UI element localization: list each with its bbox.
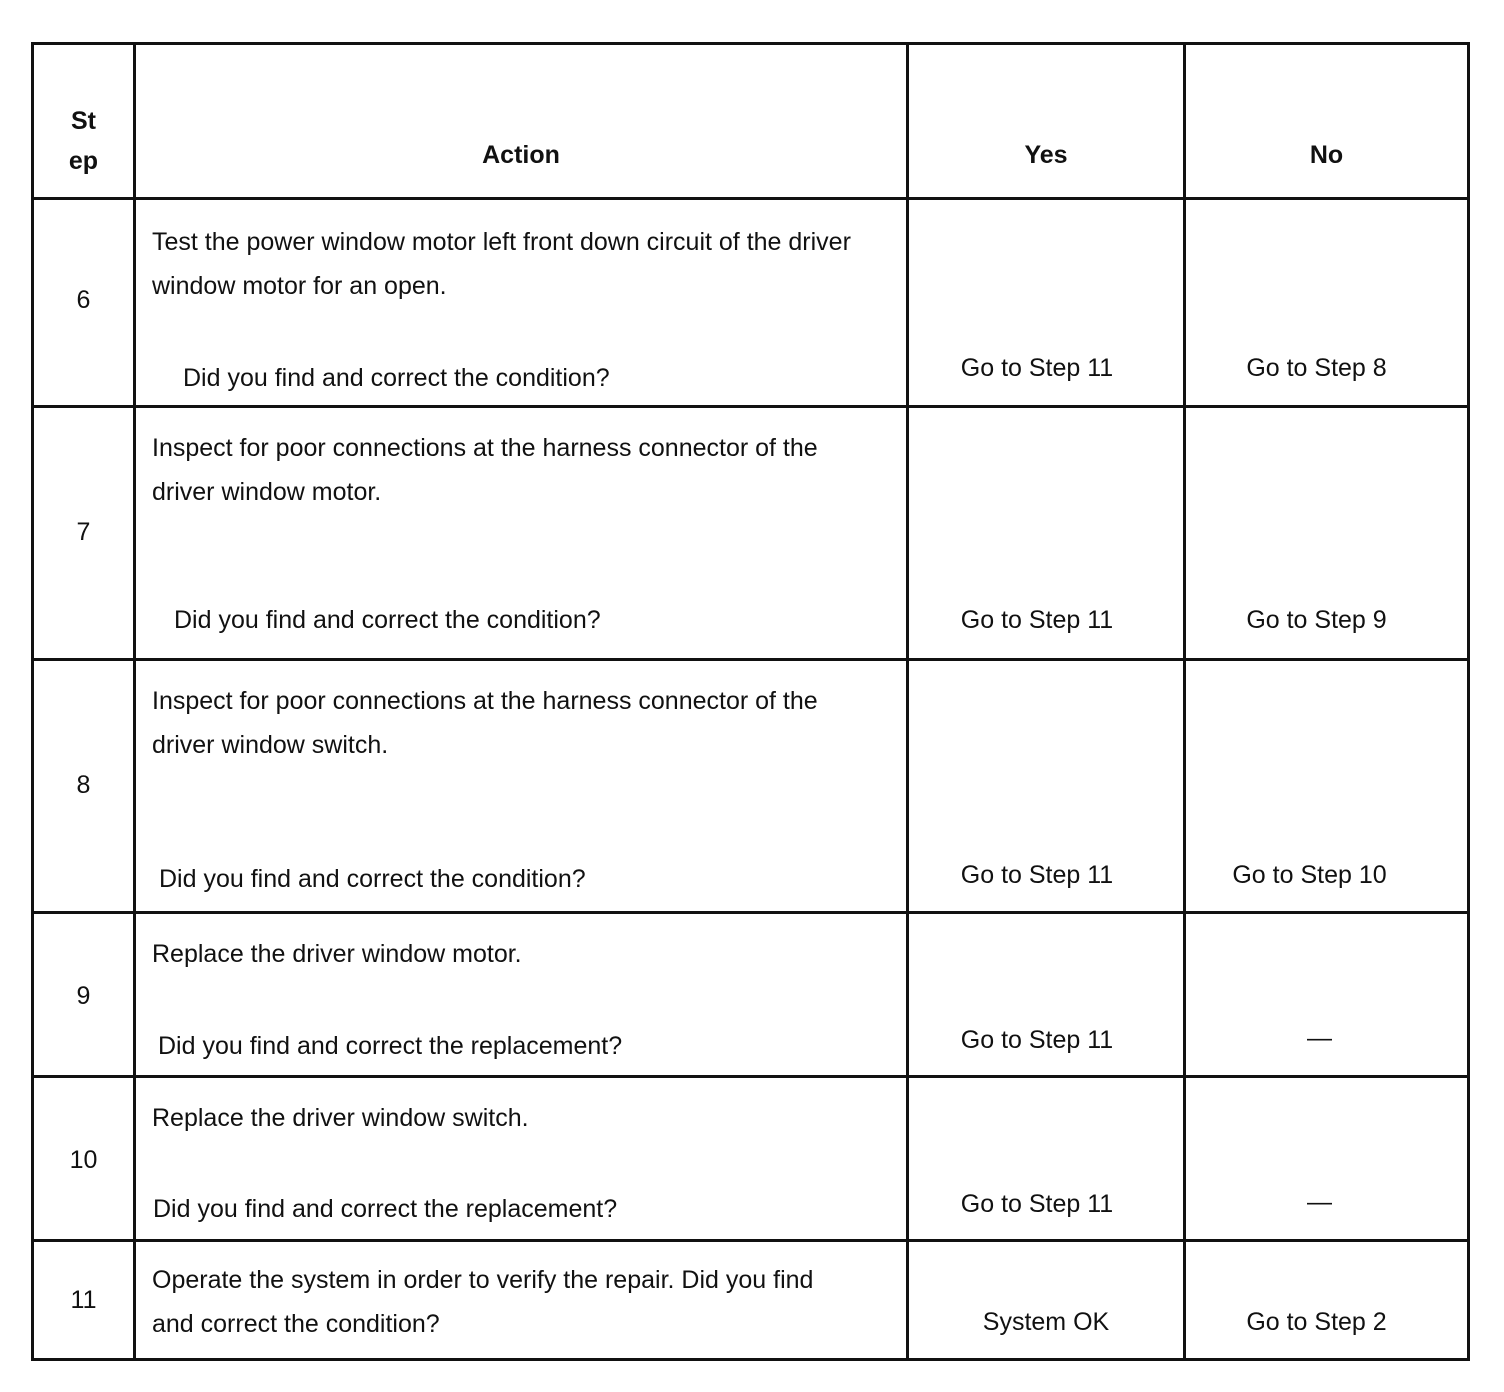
action-text: Inspect for poor connections at the harness connector of the driver window motor.: [152, 434, 818, 506]
action-question: Did you find and correct the replacement?: [153, 1195, 618, 1223]
yes-cell: [908, 199, 1185, 407]
step-number: 9: [76, 982, 91, 1010]
yes-result: Go to Step 11: [960, 1026, 1114, 1054]
no-result: Go to Step 10: [1232, 861, 1387, 889]
no-cell: [1185, 407, 1469, 660]
no-cell: [1185, 913, 1469, 1077]
action-cell: [135, 660, 908, 913]
step-number: 11: [70, 1286, 97, 1314]
table-row: [33, 1241, 1469, 1360]
action-question: Did you find and correct the condition?: [174, 606, 601, 634]
header-row: [33, 44, 1469, 199]
header-yes: Yes: [908, 44, 1185, 199]
step-cell: [33, 199, 135, 407]
yes-cell: [908, 660, 1185, 913]
action-cell: [135, 913, 908, 1077]
diagnostic-table: [31, 42, 1470, 1361]
action-text: Operate the system in order to verify the repair. Did you find and correct the condition?: [152, 1266, 814, 1338]
yes-cell: [908, 407, 1185, 660]
step-number: 8: [76, 771, 91, 799]
step-cell: [33, 407, 135, 660]
step-cell: [33, 660, 135, 913]
table-row: [33, 1077, 1469, 1241]
yes-cell: [908, 913, 1185, 1077]
no-result: —: [1307, 1188, 1332, 1216]
yes-result: Go to Step 11: [960, 354, 1114, 382]
header-step: [33, 44, 135, 199]
no-cell: [1185, 1241, 1469, 1360]
table-row: [33, 913, 1469, 1077]
action-question: Did you find and correct the condition?: [183, 364, 610, 392]
action-cell: [135, 199, 908, 407]
action-question: Did you find and correct the condition?: [159, 865, 586, 893]
no-cell: [1185, 1077, 1469, 1241]
action-text: Test the power window motor left front down circuit of the driver window motor for an open.: [152, 228, 851, 300]
action-text: Replace the driver window switch.: [152, 1104, 529, 1132]
action-question: Did you find and correct the replacement?: [158, 1032, 623, 1060]
table-row: [33, 407, 1469, 660]
header-step-line1: St: [71, 107, 96, 135]
yes-result: Go to Step 11: [960, 1190, 1114, 1218]
yes-result: Go to Step 11: [960, 861, 1114, 889]
action-cell: [135, 407, 908, 660]
step-number: 10: [69, 1146, 98, 1174]
no-cell: [1185, 199, 1469, 407]
yes-cell: [908, 1241, 1185, 1360]
action-cell: [135, 1241, 908, 1360]
step-cell: [33, 1077, 135, 1241]
step-number: 6: [76, 286, 91, 314]
no-result: —: [1307, 1024, 1332, 1052]
header-no: No: [1185, 44, 1469, 199]
action-text: Replace the driver window motor.: [152, 940, 522, 968]
no-result: Go to Step 8: [1246, 354, 1387, 382]
action-text: Inspect for poor connections at the harness connector of the driver window switch.: [152, 687, 818, 759]
step-cell: [33, 1241, 135, 1360]
yes-cell: [908, 1077, 1185, 1241]
step-number: 7: [76, 518, 91, 546]
action-cell: [135, 1077, 908, 1241]
no-result: Go to Step 2: [1246, 1308, 1387, 1336]
yes-result: Go to Step 11: [960, 606, 1114, 634]
no-result: Go to Step 9: [1246, 606, 1387, 634]
step-cell: [33, 913, 135, 1077]
header-step-line2: ep: [68, 147, 99, 175]
header-action: Action: [135, 44, 908, 199]
no-cell: [1185, 660, 1469, 913]
table-row: [33, 660, 1469, 913]
table-row: [33, 199, 1469, 407]
yes-result: System OK: [982, 1308, 1110, 1336]
